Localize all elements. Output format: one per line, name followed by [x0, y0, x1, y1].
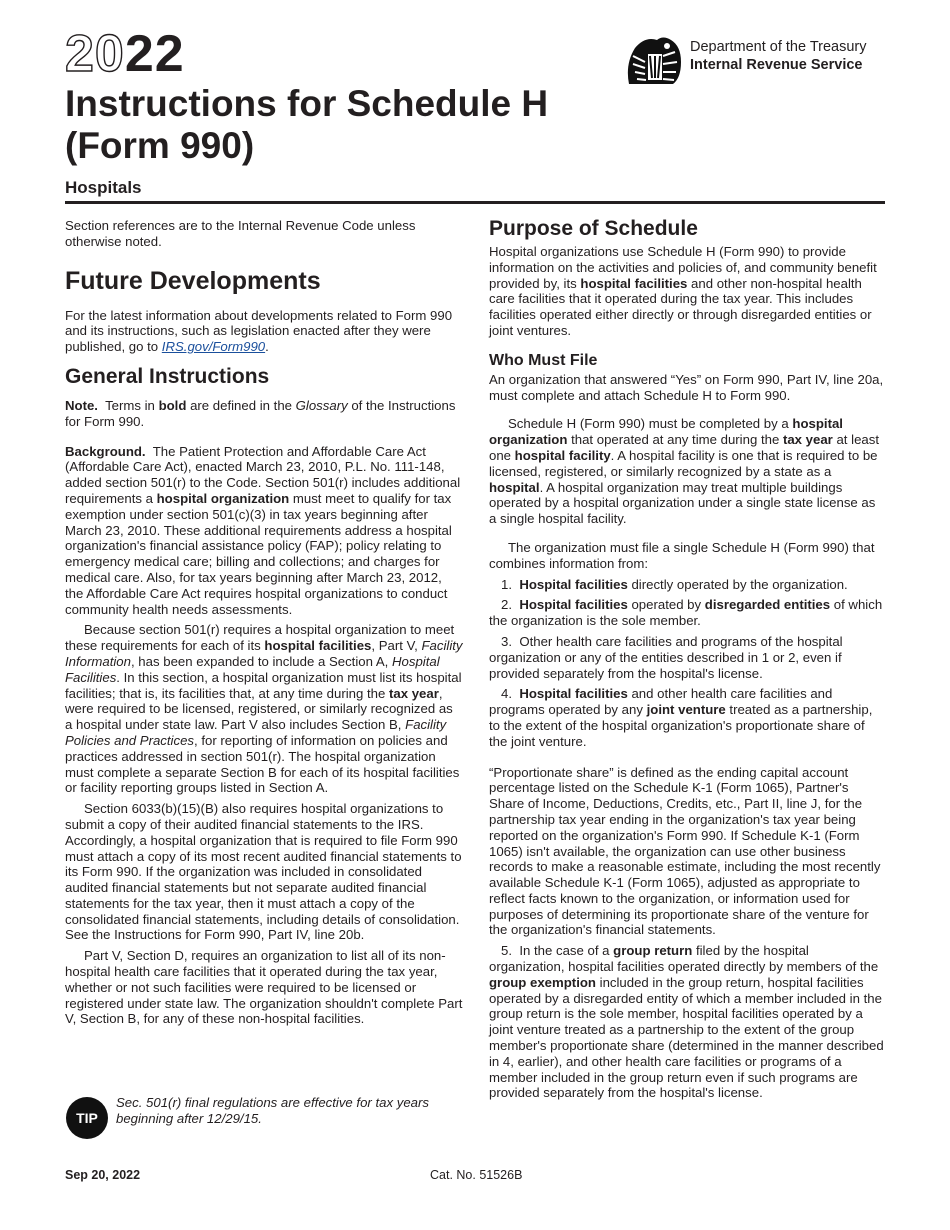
header-rule	[65, 201, 885, 204]
page-title	[65, 83, 625, 167]
purpose-heading: Purpose of Schedule	[489, 217, 698, 240]
year-outline-digits: 20	[65, 25, 125, 83]
list-item-3: 3. Other health care facilities and programs of the hospital organization or any of the entities described in 1 or 2, even if provided separately from the hospital's license.	[489, 633, 843, 681]
right-column	[489, 216, 885, 1101]
title-line-1: Instructions for Schedule H	[65, 83, 549, 124]
tip-text: Sec. 501(r) final regulations are effective for tax years beginning after 12/29/15.	[116, 1095, 429, 1126]
future-developments-text: For the latest information about developments related to Form 990 and its instructions, such as legislation enacted after they were published, go to IRS.gov/Form990.	[65, 307, 453, 355]
who-must-file-p1: An organization that answered “Yes” on Form 990, Part IV, line 20a, must complete and attach Schedule H to Form 990.	[489, 371, 884, 403]
irs-form990-link[interactable]: IRS.gov/Form990	[161, 339, 266, 355]
footer-date: Sep 20, 2022	[65, 1168, 141, 1182]
intro-text: Section references are to the Internal Revenue Code unless otherwise noted.	[65, 218, 416, 249]
who-must-file-heading: Who Must File	[489, 351, 598, 369]
audited-statements-paragraph: Section 6033(b)(15)(B) also requires hospital organizations to submit a copy of their audited financial statements to the IRS. Accordingly, a hospital organization that is required to file Form 990 must attach a copy of its most recent audited financial statements to its Form 990. If the organization was included in consolidated audited financial statements but not separate audited financial statements for the tax year, then it must attach a copy of the consolidated financial statements, including details of consolidation. See the Instructions for Form 990, Part IV, line 20b.	[65, 801, 462, 943]
list-item-1: 1. Hospital facilities directly operated by the organization.	[501, 576, 848, 592]
who-must-file-p2: Schedule H (Form 990) must be completed by a hospital organization that operated at any time during the tax year at least one hospital facility. A hospital facility is one that is required to be licensed, registered, or similarly recognized by a state as a hospital. A hospital organization may treat multiple buildings operated by a hospital organization under a single state license as a single hospital facility.	[489, 416, 879, 527]
facility-info-paragraph: Because section 501(r) requires a hospital organization to meet these requirements for each of its hospital facilities, Part V, Facility Information, has been expanded to include a Section A, Hospital Facilities. In this section, a hospital organization must list its hospital facilities; that is, its facilities that, at any time during the tax year, were required to be licensed, registered, or similarly recognized as a hospital under state law. Part V also includes Section B, Facility Policies and Practices, for reporting of information on policies and practices addressed in section 501(r). The hospital organization must complete a separate Section B for each of its hospital facilities or facility reporting groups listed in Section A.	[65, 622, 463, 796]
list-item-2: 2. Hospital facilities operated by disregarded entities of which the organization is the sole member.	[489, 597, 883, 629]
general-instructions-heading: General Instructions	[65, 364, 270, 388]
year-solid-digits: 22	[124, 25, 185, 83]
list-item-4: 4. Hospital facilities and other health care facilities and programs operated by any joint venture treated as a partnership, to the extent of the hospital organization's proportionate share of the joint venture.	[489, 686, 873, 749]
page-subtitle: Hospitals	[65, 178, 142, 197]
proportionate-share-paragraph: “Proportionate share” is defined as the ending capital account percentage listed on the Schedule K-1 (Form 1065), Partner's Share of Income, Deductions, Credits, etc., Part II, line J, for the partnership tax year ending in the organization's tax year being reported on the organization's Form 990. If Schedule K-1 (Form 1065) isn't available, the organization can use other business records to make a reasonable estimate, including the most recently available Schedule K-1 (Form 1065), adjusted as appropriate to reflect facts known to the organization, or information used for purposes of determining its proportionate share of the venture for the organization's financial statements.	[489, 764, 881, 938]
note-paragraph: Note. Terms in bold are defined in the Glossary of the Instructions for Form 990.	[65, 397, 456, 429]
footer-catalog-number: Cat. No. 51526B	[430, 1168, 523, 1182]
agency-irs: Internal Revenue Service	[690, 57, 863, 73]
purpose-paragraph: Hospital organizations use Schedule H (Form 990) to provide information on the activities and policies of, and community benefit provided by, its hospital facilities and other non-hospital health care facilities that it operated during the tax year. This includes facilities operated either directly or through disregarded entities or joint ventures.	[489, 244, 877, 338]
list-item-5: 5. In the case of a group return filed by the hospital organization, hospital facilities operated directly by members of the group exemption included in the group return, hospital facilities operated by a disregarded entity of which a member included in the group return is the sole member, hospital facilities operated by a joint venture treated as a partnership to the extent of the group member's proportionate share (determined in the manner described in 4, earlier), and other health care facilities or programs of a member included in the group return even if such programs are provided separately from the hospital's license.	[489, 943, 884, 1101]
irs-eagle-logo-icon	[623, 34, 685, 86]
left-column	[65, 218, 463, 1027]
background-paragraph: Background. The Patient Protection and Affordable Care Act (Affordable Care Act), enacted March 23, 2010, P.L. No. 111-148, added section 501(r) to the Code. Section 501(r) includes additional requirements a hospital organization must meet to qualify for tax exemption under section 501(c)(3) in tax years beginning after March 23, 2010. These additional requirements address a hospital organization's financial assistance policy (FAP); policy relating to emergency medical care; billing and collections; and charges for medical care. Also, for tax years beginning after March 23, 2012, the Affordable Care Act requires hospital organizations to conduct community health needs assessments.	[65, 443, 461, 617]
agency-department: Department of the Treasury	[690, 39, 867, 55]
agency-name	[690, 38, 867, 74]
who-must-file-p3: The organization must file a single Schedule H (Form 990) that combines information from:	[489, 539, 875, 571]
part-v-section-d-paragraph: Part V, Section D, requires an organization to list all of its non-hospital health care facilities that it operated during the tax year, whether or not such facilities were required to be licensed or registered under state law. The organization shouldn't complete Part V, Section B, for any of these non-hospital facilities.	[65, 948, 463, 1027]
form-year	[65, 26, 185, 82]
future-developments-heading: Future Developments	[65, 266, 321, 295]
title-line-2: (Form 990)	[65, 125, 255, 166]
tip-icon: TIP	[66, 1097, 108, 1139]
